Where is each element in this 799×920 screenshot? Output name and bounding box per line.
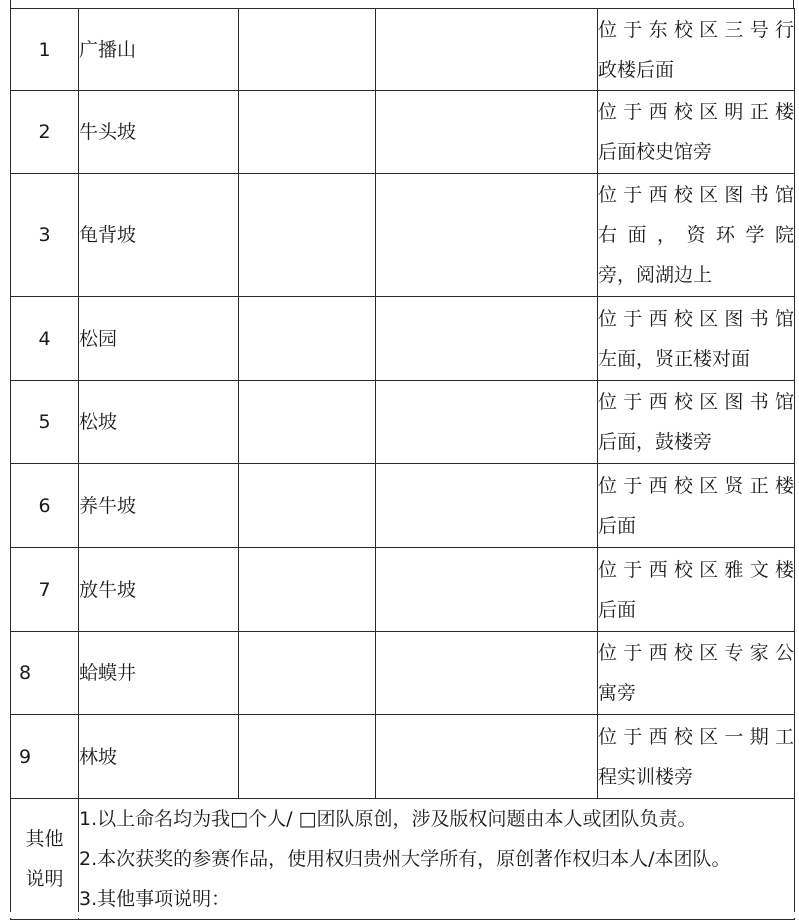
empty-cell (376, 632, 598, 715)
empty-cell (239, 91, 376, 174)
empty-cell (376, 464, 598, 548)
empty-cell (376, 715, 598, 799)
table-row-other (11, 799, 795, 920)
location-cell (598, 297, 795, 381)
table-row (11, 464, 795, 548)
location-cell (598, 9, 795, 91)
empty-cell (376, 174, 598, 297)
table-row (11, 715, 795, 799)
location-line: 右面，资环学院 (598, 224, 794, 246)
row-number: 1 (11, 9, 79, 91)
row-number: 2 (11, 91, 79, 174)
empty-cell (239, 548, 376, 632)
note-line: 2.本次获奖的参赛作品，使用权归贵州大学所有，原创著作权归本人/本团队。 (79, 848, 731, 870)
empty-cell (239, 381, 376, 464)
location-line: 位于西校区图书馆 (598, 391, 794, 413)
place-name: 松园 (79, 297, 239, 381)
location-cell (598, 715, 795, 799)
location-cell (598, 632, 795, 715)
row-number: 5 (11, 381, 79, 464)
location-line: 位于西校区贤正楼 (598, 474, 794, 497)
location-line: 政楼后面 (598, 58, 675, 81)
note-line: 1.以上命名均为我□个人/ □团队原创，涉及版权问题由本人或团队负责。 (79, 808, 697, 830)
empty-cell (239, 464, 376, 548)
naming-table-sheet (10, 8, 794, 912)
location-line: 左面，贤正楼对面 (598, 347, 751, 370)
location-line: 后面校史馆旁 (598, 141, 713, 163)
place-name: 龟背坡 (79, 174, 239, 297)
row-number: 4 (11, 297, 79, 381)
empty-cell (239, 715, 376, 799)
empty-cell (376, 381, 598, 464)
empty-cell (239, 174, 376, 297)
location-line: 位于西校区一期工 (598, 725, 794, 748)
table-body (11, 9, 795, 920)
location-line: 位于西校区图书馆 (598, 184, 794, 206)
location-line: 位于东校区三号行 (598, 18, 794, 41)
other-label-cell (11, 799, 79, 920)
location-line: 位于西校区明正楼 (598, 101, 794, 123)
row-number: 8 (11, 632, 79, 715)
table-row (11, 381, 795, 464)
empty-cell (376, 297, 598, 381)
location-line: 位于西校区雅文楼 (598, 558, 794, 581)
location-line: 后面 (598, 598, 637, 621)
table-row (11, 297, 795, 381)
location-cell (598, 381, 795, 464)
top-border-stub-right (793, 0, 794, 8)
row-number: 6 (11, 464, 79, 548)
empty-cell (376, 9, 598, 91)
other-label-line: 说明 (25, 868, 64, 890)
naming-table (10, 8, 795, 920)
location-cell (598, 91, 795, 174)
empty-cell (239, 632, 376, 715)
location-line: 寓旁 (598, 682, 637, 704)
table-row (11, 91, 795, 174)
other-label-line: 其他 (25, 828, 64, 850)
empty-cell (239, 9, 376, 91)
table-row (11, 548, 795, 632)
location-cell (598, 464, 795, 548)
place-name: 林坡 (79, 715, 239, 799)
location-line: 后面 (598, 514, 637, 537)
location-line: 旁，阅湖边上 (598, 264, 713, 286)
location-line: 位于西校区图书馆 (598, 307, 794, 330)
empty-cell (376, 91, 598, 174)
empty-cell (239, 297, 376, 381)
table-row (11, 174, 795, 297)
page-bottom-margin (0, 912, 799, 918)
table-row (11, 632, 795, 715)
place-name: 蛤蟆井 (79, 632, 239, 715)
row-number: 7 (11, 548, 79, 632)
location-line: 后面，鼓楼旁 (598, 431, 713, 453)
place-name: 牛头坡 (79, 91, 239, 174)
place-name: 广播山 (79, 9, 239, 91)
note-line: 3.其他事项说明： (79, 888, 231, 910)
place-name: 养牛坡 (79, 464, 239, 548)
notes-cell (79, 799, 795, 920)
location-line: 位于西校区专家公 (598, 642, 794, 664)
top-border-stub-left (10, 0, 11, 8)
place-name: 松坡 (79, 381, 239, 464)
location-cell (598, 174, 795, 297)
empty-cell (376, 548, 598, 632)
row-number: 3 (11, 174, 79, 297)
row-number: 9 (11, 715, 79, 799)
location-cell (598, 548, 795, 632)
place-name: 放牛坡 (79, 548, 239, 632)
location-line: 程实训楼旁 (598, 765, 694, 788)
table-row (11, 9, 795, 91)
